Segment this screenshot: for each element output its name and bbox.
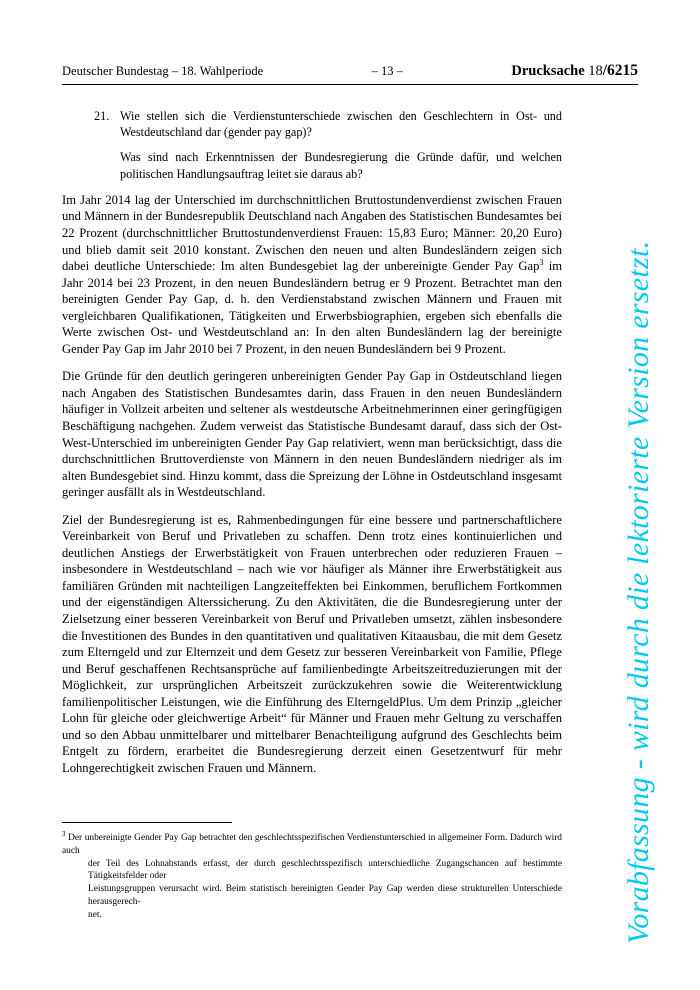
footnote-number: 3: [62, 829, 66, 838]
drucksache-slash: /: [602, 62, 607, 79]
paragraph-1: [62, 192, 562, 357]
header-divider: [62, 84, 638, 85]
drucksache-number: 6215: [607, 62, 638, 79]
page-header: [62, 62, 638, 80]
drucksache-reference: [511, 62, 638, 80]
question-text: Wie stellen sich die Verdienstunterschiede zwischen den Geschlechtern in Ost- und Westdeutschland dar (gender pay gap)?: [120, 109, 562, 140]
question-number: 21.: [94, 109, 110, 123]
paragraph-3: Ziel der Bundesregierung ist es, Rahmenbedingungen für eine bessere und partnerschaftlichere Vereinbarkeit von Beruf und Privatleben zu schaffen. Denn trotz eines kontinuierlichen und deutlichen Anstiegs der Erwerbstätigkeit von Frauen unterbrechen oder reduzieren Frauen – insbesondere in Westdeutschland – nach wie vor häufiger als Männer ihre Erwerbstätigkeit aus familiären Gründen mit nachteiligen Langzeiteffekten bei Einkommen, beruflichem Fortkommen und der eigenständigen Alterssicherung. Zu den Aktivitäten, die die Bundesregierung unter der Zielsetzung einer besseren Vereinbarkeit von Beruf und Privatleben umsetzt, zählen insbesondere die Investitionen des Bundes in den quantitativen und qualitativen Kitaausbau, die mit dem Gesetz zum Elterngeld und zur Elternzeit und dem Gesetz zur besseren Vereinbarkeit von Familie, Pflege und Beruf geschaffenen Rechtsansprüche auf familienbedingte Arbeitszeitreduzierungen mit der Möglichkeit, zur ursprünglichen Arbeitszeit zurückzukehren sowie die Weiterentwicklung familienpolitischer Leistungen, wie die Einführung des ElterngeldPlus. Um dem Prinzip „gleicher Lohn für gleiche oder gleichwertige Arbeit“ für Männer und Frauen mehr Geltung zu verschaffen und so den Abbau unmittelbarer und mittelbarer Benachteiligung aufgrund des Geschlechts beim Entgelt zu fördern, erarbeitet die Bundesregierung derzeit einen Gesetzentwurf für mehr Lohngerechtigkeit zwischen Frauen und Männern.: [62, 512, 562, 775]
footnote-line-1: Der unbereinigte Gender Pay Gap betrachtet den geschlechtsspezifischen Verdienstunterschied in allgemeiner Form. Dadurch wird auch: [62, 833, 562, 856]
footnote-line-3: Leistungsgruppen verursacht wird. Beim statistisch bereinigten Gender Pay Gap werden diese strukturellen Unterschiede herausgerech-: [88, 884, 562, 907]
paragraph-1-continuation: im Jahr 2014 bei 23 Prozent, in den neuen Bundesländern betrug er 9 Prozent. Betrachtet man den bereinigten Gender Pay Gap, d. h. den Verdienstabstand zwischen Männern und Frauen mit vergleichbaren Qualifikationen, Tätigkeiten und Erwerbsbiographien, ergeben sich ebenfalls die Werte zwischen Ost- und Westdeutschland an: In den alten Bundesländern lag der bereinigte Gender Pay Gap im Jahr 2010 bei 7 Prozent, in den neuen Bundesländern bei 9 Prozent.: [62, 259, 562, 356]
question-subtext: Was sind nach Erkenntnissen der Bundesregierung die Gründe dafür, und welchen politischen Handlungsauftrag leitet sie daraus ab?: [120, 150, 562, 181]
paragraph-2: Die Gründe für den deutlich geringeren unbereinigten Gender Pay Gap in Ostdeutschland liegen nach Angaben des Statistischen Bundesamtes darin, dass Frauen in den neuen Bundesländern häufiger in Vollzeit arbeiten und seltener als westdeutsche Arbeitnehmerinnen einer geringfügigen Beschäftigung nachgehen. Zudem verweist das Statistische Bundesamt darauf, dass sich der Ost-West-Unterschied im unbereinigten Gender Pay Gap relativiert, wenn man berücksichtigt, dass die durchschnittlichen Bruttoverdienste von Männern in den neuen Bundesländern niedriger als im alten Bundesgebiet sind. Hinzu kommt, dass die Spreizung der Löhne in Ostdeutschland insgesamt geringer ausfällt als in Westdeutschland.: [62, 369, 562, 500]
page-number: – 13 –: [371, 64, 403, 78]
header-left-text: Deutscher Bundestag – 18. Wahlperiode: [62, 64, 264, 78]
drucksache-label: Drucksache: [511, 63, 585, 79]
footnote-line-2: der Teil des Lohnabstands erfasst, der durch geschlechtsspezifisch unterschiedliche Zugangschancen auf bestimmte Tätigkeitsfelder oder: [88, 858, 562, 882]
drucksache-period: 18: [588, 63, 603, 79]
footnote-line-4: net.: [88, 909, 102, 920]
document-body: [62, 108, 562, 787]
paragraph-1-text: Im Jahr 2014 lag der Unterschied im durchschnittlichen Bruttostundenverdienst zwischen Frauen und Männern in der Bundesrepublik Deutschland nach Angaben des Statistischen Bundesamtes bei 22 Prozent (durchschnittlicher Bruttostundenverdienst Frauen: 15,83 Euro; Männer: 20,20 Euro) und blieb damit seit 2010 konstant. Zwischen den neuen und alten Bundesländern zeigen sich dabei deutliche Unterschiede: Im alten Bundesgebiet lag der unbereinigte Gender Pay Gap: [62, 192, 562, 274]
footnote-marker: 3: [539, 256, 544, 267]
watermark-text: Vorabfassung - wird durch die lektorierte Version ersetzt.: [622, 240, 655, 944]
question-line: [94, 108, 562, 140]
watermark: [616, 0, 700, 990]
footnote-divider: [62, 822, 232, 823]
question-block: [94, 108, 562, 182]
footnote-block: [62, 829, 562, 921]
